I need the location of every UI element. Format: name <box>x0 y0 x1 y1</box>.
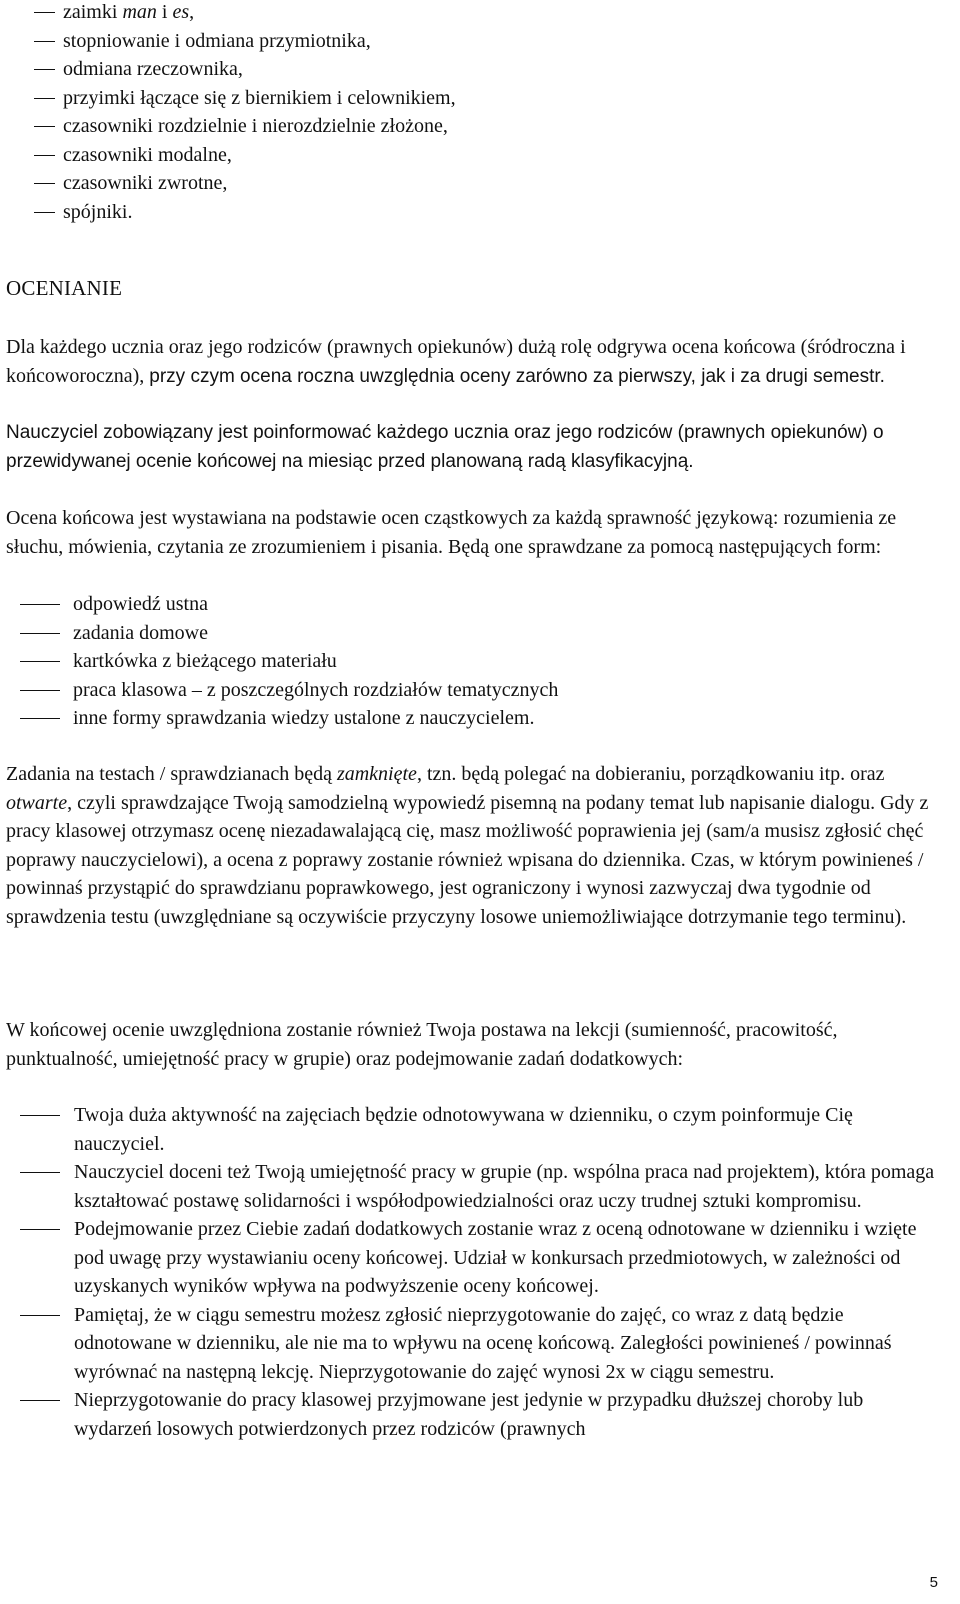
section-heading: OCENIANIE <box>6 276 123 300</box>
list-item-text: praca klasowa – z poszczególnych rozdziałów tematycznych <box>73 678 559 701</box>
list-item-text: przyimki łączące się z biernikiem i celownikiem, <box>63 86 456 109</box>
list-item <box>20 1386 935 1443</box>
list-item-emphasis: es <box>172 1 190 23</box>
paragraph-final-grade <box>6 333 941 391</box>
list-item <box>34 27 456 56</box>
list-item <box>20 590 558 619</box>
list-item-text: odpowiedź ustna <box>73 593 208 615</box>
list-item-text: zadania domowe <box>73 621 208 644</box>
paragraph-text: Zadania na testach / sprawdzianach będą <box>6 763 337 785</box>
paragraph-emphasis: otwarte <box>6 791 68 814</box>
list-item <box>20 1215 935 1301</box>
list-item <box>34 84 456 113</box>
list-item-text: kartkówka z bieżącego materiału <box>73 650 337 672</box>
paragraph-text: , tzn. będą polegać na dobieraniu, porządkowaniu itp. oraz <box>416 763 885 785</box>
list-item-text: stopniowanie i odmiana przymiotnika, <box>63 29 371 52</box>
list-item <box>34 169 456 198</box>
paragraph-teacher-obligation: Nauczyciel zobowiązany jest poinformować każdego ucznia oraz jego rodziców (prawnych opiekunów) o przewidywanej ocenie końcowej na miesiąc przed planowaną radą klasyfikacyjną. <box>6 422 884 472</box>
paragraph-attitude: W końcowej ocenie uwzględniona zostanie również Twoja postawa na lekcji (sumienność, pracowitość, punktualność, umiejętność pracy w grupie) oraz podejmowanie zadań dodatkowych: <box>6 1019 838 1070</box>
list-item-text: Nauczyciel doceni też Twoją umiejętność pracy w grupie (np. wspólna praca nad projektem), która pomaga kształtować postawę solidarności i współodpowiedzialności oraz uczy trudnej sztuki kompromisu. <box>74 1161 935 1212</box>
list-item-text: Nieprzygotowanie do pracy klasowej przyjmowane jest jedynie w przypadku dłuższej choroby lub wydarzeń losowych potwierdzonych przez rodziców (prawnych <box>74 1389 864 1440</box>
list-item <box>20 1301 935 1387</box>
paragraph-emphasis: zamknięte <box>336 763 417 785</box>
list-item-text: spójniki. <box>63 200 133 223</box>
list-item-text: czasowniki zwrotne, <box>63 172 228 194</box>
list-item-text: inne formy sprawdzania wiedzy ustalone z nauczycielem. <box>73 707 535 729</box>
list-item <box>34 55 456 84</box>
list-item-text: zaimki <box>63 1 123 23</box>
list-item-text: czasowniki rozdzielnie i nierozdzielnie złożone, <box>63 115 448 137</box>
list-item-text: odmiana rzeczownika, <box>63 58 243 80</box>
page-number: 5 <box>929 1574 938 1591</box>
list-item-text: , <box>189 1 195 23</box>
paragraph-text: Dla każdego ucznia oraz jego rodziców (prawnych opiekunów) dużą rolę odgrywa ocena końcowa (śródroczna i końcoworoczna), <box>6 336 906 387</box>
list-item-text: czasowniki modalne, <box>63 143 232 166</box>
list-item <box>20 1158 935 1215</box>
list-item-emphasis: man <box>122 1 157 23</box>
paragraph-tests <box>6 760 941 931</box>
list-item <box>34 112 456 141</box>
additional-tasks-list <box>20 1101 935 1443</box>
list-item <box>34 141 456 170</box>
list-item <box>20 676 558 705</box>
list-item <box>20 704 558 733</box>
list-item <box>34 0 456 27</box>
paragraph-text: , czyli sprawdzające Twoją samodzielną wypowiedź pisemną na podany temat lub napisanie dialogu. Gdy z pracy klasowej otrzymasz ocenę niezadawalającą cię, masz możliwość poprawienia jej (sam/a musisz zgłosić chęć poprawy nauczycielowi), a ocena z poprawy zostanie również wpisana do dziennika. Czas, w którym powinieneś / powinnaś przystąpić do sprawdzianu poprawkowego, jest ograniczony i wynosi zazwyczaj dwa tygodnie od sprawdzenia testu (uwzględniane są oczywiście przyczyny losowe uniemożliwiające dotrzymanie tego terminu). <box>6 791 929 928</box>
list-item-text: Podejmowanie przez Ciebie zadań dodatkowych zostanie wraz z oceną odnotowane w dzienniku i wzięte pod uwagę przy wystawianiu oceny końcowej. Udział w konkursach przedmiotowych, w zależności od uzyskanych wyników wpływa na podwyższenie oceny końcowej. <box>74 1218 917 1297</box>
list-item <box>20 647 558 676</box>
list-item <box>20 1101 935 1158</box>
list-item-text: Twoja duża aktywność na zajęciach będzie odnotowywana w dzienniku, o czym poinformuje Cię nauczyciel. <box>74 1104 853 1155</box>
paragraph-text: przy czym ocena roczna uwzględnia oceny zarówno za pierwszy, jak i za drugi semestr. <box>149 365 885 387</box>
paragraph-assessment-basis: Ocena końcowa jest wystawiana na podstawie ocen cząstkowych za każdą sprawność językową: rozumienia ze słuchu, mówienia, czytania ze zrozumieniem i pisania. Będą one sprawdzane za pomocą następujących form: <box>6 507 897 558</box>
list-item-text: Pamiętaj, że w ciągu semestru możesz zgłosić nieprzygotowanie do zajęć, co wraz z datą będzie odnotowane w dzienniku, ale nie ma to wpływu na ocenę końcową. Zaległości powinieneś / powinnaś wyrównać na następną lekcję. Nieprzygotowanie do zajęć wynosi 2x w ciągu semestru. <box>74 1303 892 1383</box>
list-item <box>20 619 558 648</box>
assessment-forms-list <box>20 590 558 733</box>
list-item <box>34 198 456 227</box>
grammar-topics-list <box>34 0 456 226</box>
list-item-text: i <box>156 1 173 23</box>
